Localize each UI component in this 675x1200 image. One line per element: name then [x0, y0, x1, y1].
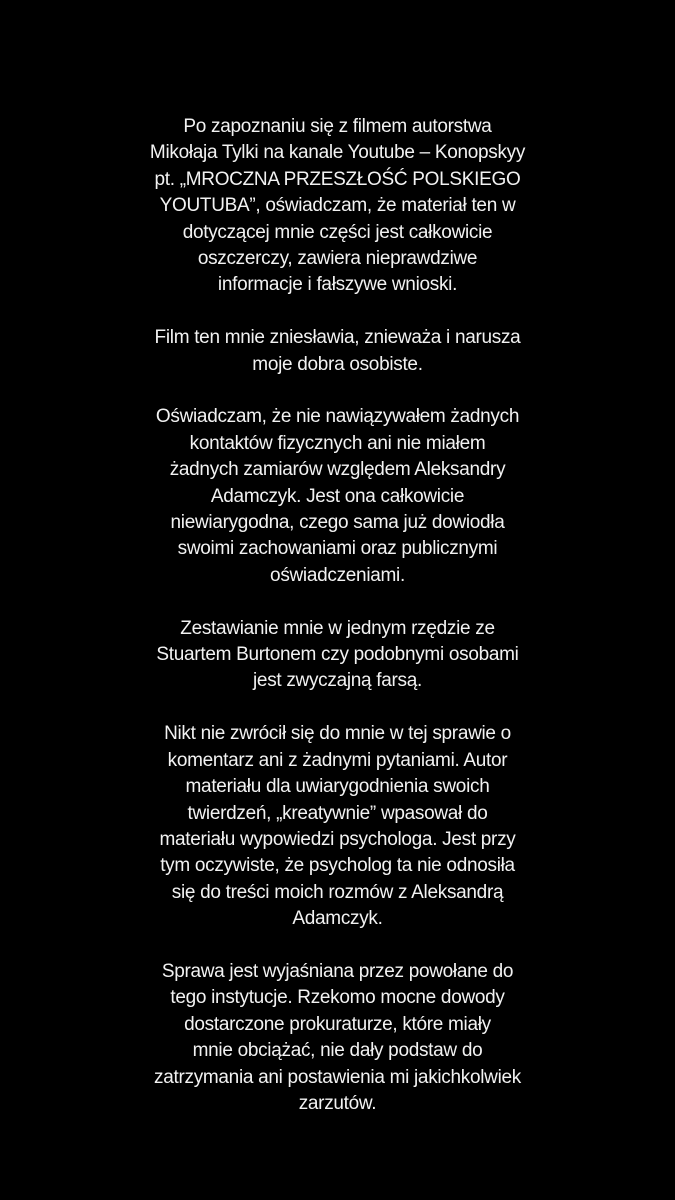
statement-text — [78, 114, 598, 1117]
text-line: niewiarygodna, czego sama już dowiodła — [170, 512, 505, 534]
text-line: kontaktów fizycznych ani nie miałem — [189, 432, 486, 454]
text-line: Film ten mnie zniesławia, znieważa i narusza — [154, 327, 521, 349]
text-line: Adamczyk. Jest ona całkowicie — [210, 485, 465, 507]
text-line: YOUTUBA”, oświadczam, że materiał ten w — [159, 195, 516, 217]
text-line: zatrzymania ani postawienia mi jakichkolwiek — [154, 1066, 521, 1088]
text-line: oszczerczy, zawiera nieprawdziwe — [197, 248, 478, 270]
paragraph-5 — [78, 721, 598, 932]
text-line: żadnych zamiarów względem Aleksandry — [169, 459, 506, 481]
text-line: dotyczącej mnie części jest całkowicie — [182, 221, 493, 243]
text-line: mnie obciążać, nie dały podstaw do — [192, 1040, 483, 1062]
paragraph-1 — [78, 114, 598, 299]
text-line: zarzutów. — [298, 1092, 377, 1114]
text-line: swoimi zachowaniami oraz publicznymi — [177, 538, 498, 560]
paragraph-3 — [78, 404, 598, 589]
paragraph-2 — [78, 325, 598, 378]
text-line: materiału dla uwiarygodnienia swoich — [185, 776, 490, 798]
text-line: Adamczyk. — [292, 908, 383, 930]
text-line: Nikt nie zwrócił się do mnie w tej sprawie o — [164, 723, 511, 745]
text-line: Mikołaja Tylki na kanale Youtube – Konopskyy — [149, 142, 526, 164]
text-line: Oświadczam, że nie nawiązywałem żadnych — [155, 406, 520, 428]
text-line: twierdzeń, „kreatywnie” wpasował do — [187, 802, 488, 824]
text-line: jest zwyczajną farsą. — [253, 670, 422, 692]
text-line: komentarz ani z żadnymi pytaniami. Autor — [167, 749, 508, 771]
text-line: oświadczeniami. — [270, 564, 405, 586]
text-line: pt. „MROCZNA PRZESZŁOŚĆ POLSKIEGO — [154, 168, 521, 190]
text-line: Stuartem Burtonem czy podobnymi osobami — [156, 644, 519, 666]
text-line: materiału wypowiedzi psychologa. Jest przy — [159, 828, 516, 850]
text-line: informacje i fałszywe wnioski. — [217, 274, 458, 296]
text-line: moje dobra osobiste. — [252, 353, 423, 375]
text-line: dostarczone prokuraturze, które miały — [184, 1013, 491, 1035]
text-line: Po zapoznaniu się z filmem autorstwa — [183, 116, 492, 137]
text-line: Zestawianie mnie w jednym rzędzie ze — [180, 617, 495, 639]
text-line: tego instytucje. Rzekomo mocne dowody — [170, 987, 505, 1009]
paragraph-4 — [78, 616, 598, 695]
text-line: Sprawa jest wyjaśniana przez powołane do — [161, 960, 514, 982]
text-line: tym oczywiste, że psycholog ta nie odnosiła — [160, 855, 515, 877]
paragraph-6 — [78, 959, 598, 1117]
text-line: się do treści moich rozmów z Aleksandrą — [171, 881, 504, 903]
